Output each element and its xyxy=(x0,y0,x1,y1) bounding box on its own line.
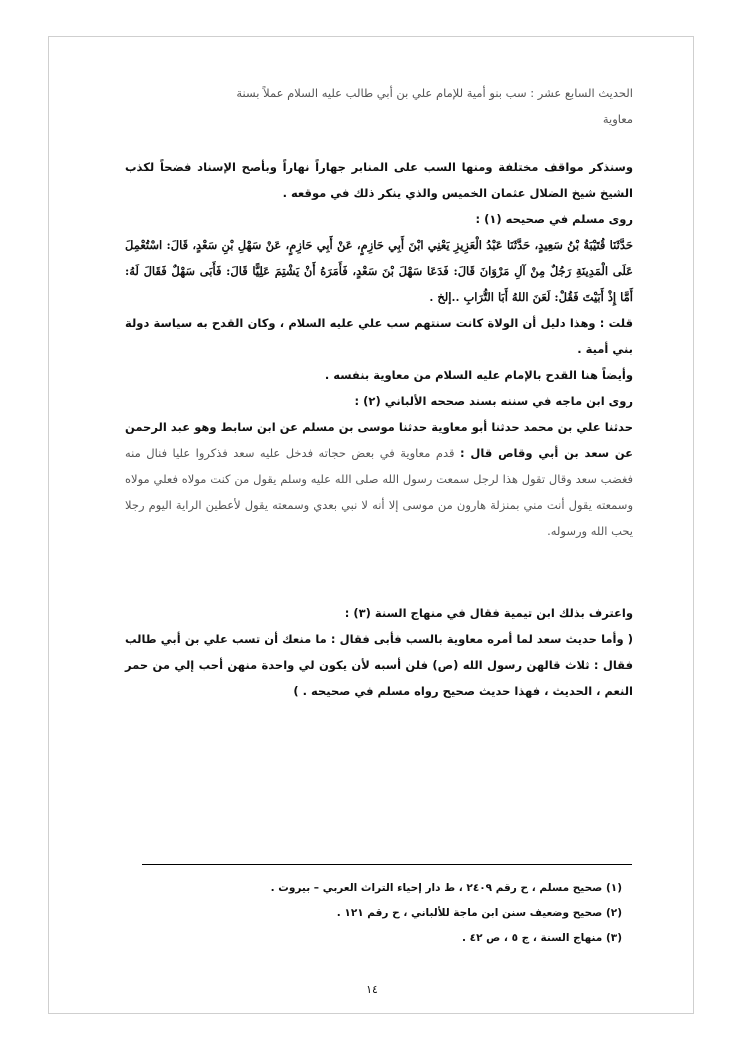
footnote-separator xyxy=(142,864,632,865)
ibnmajah-isnad: حدثنا علي بن محمد حدثنا أبو معاوية حدثنا موسى بن مسلم عن ابن سابط وهو عبد الرحمن عن سعد بن أبي وقاص قال : xyxy=(125,420,634,460)
ibnmajah-hadith xyxy=(125,414,633,544)
intro-paragraph: وسنذكر مواقف مختلفة ومنها السب على المنابر جهاراً نهاراً وبأصح الإسناد فضحاً لكذب الشيخ شيخ الضلال عثمان الخميس والذي ينكر ذلك في موقعه . xyxy=(125,160,633,200)
ibnmajah-matn: قدم معاوية في بعض حجاته فدخل عليه سعد فذكروا عليا فنال منه فغضب سعد وقال تقول هذا لرجل سمعت رسول الله صلى الله عليه وسلم يقول من كنت مولاه فعلي مولاه وسمعته يقول أنت مني بمنزلة هارون من موسى إلا أنه لا نبي بعدي وسمعته يقول لأعطين الراية اليوم رجلا يحب الله ورسوله. xyxy=(125,446,633,538)
footnotes xyxy=(142,876,622,951)
ibnmajah-heading: روى ابن ماجه في سننه بسند صححه الألباني (٢) : xyxy=(354,394,633,408)
ibntaymiyya-quote: ( وأما حديث سعد لما أمره معاوية بالسب فأبى فقال : ما منعك أن تسب علي بن أبي طالب فقال : ثلاث قالهن رسول الله (ص) فلن أسبه لأن يكون لي واحدة منهن أحب إلي من حمر النعم ، الحديث ، فهذا حديث صحيح رواه مسلم في صحيحه . ) xyxy=(125,632,633,698)
chapter-title xyxy=(125,80,633,132)
ibntaymiyya-heading: واعترف بذلك ابن تيمية فقال في منهاج السنة (٣) : xyxy=(344,606,633,620)
page-number: ١٤ xyxy=(366,983,378,996)
comment-paragraph-1: قلت : وهذا دليل أن الولاة كانت سنتهم سب علي عليه السلام ، وكان القدح به سياسة دولة بني أمية . xyxy=(125,316,633,356)
footnote-1: (١) صحيح مسلم ، ح رقم ٢٤٠٩ ، ط دار إحياء التراث العربي – بيروت . xyxy=(270,882,622,894)
muslim-heading: روى مسلم في صحيحه (١) : xyxy=(475,212,633,226)
footnote-3: (٣) منهاج السنة ، ج ٥ ، ص ٤٢ . xyxy=(462,932,622,944)
footnote-2: (٢) صحيح وضعيف سنن ابن ماجة للألباني ، ح رقم ١٢١ . xyxy=(336,907,622,919)
chapter-title-line2: معاوية xyxy=(602,112,633,126)
muslim-hadith: حَدَّثَنَا قُتَيْبَةُ بْنُ سَعِيدٍ، حَدَّثَنَا عَبْدُ الْعَزِيزِ يَعْنِي ابْنَ أَبِي حَازِمٍ، عَنْ أَبِي حَازِمٍ، عَنْ سَهْلِ بْنِ سَعْدٍ، قَالَ: اسْتُعْمِلَ عَلَى الْمَدِينَةِ رَجُلٌ مِنْ آلِ مَرْوَانَ قَالَ: فَدَعَا سَهْلَ بْنَ سَعْدٍ، فَأَمَرَهُ أَنْ يَشْتِمَ عَلِيًّا قَالَ: فَأَبَى سَهْلٌ فَقَالَ لَهُ: أَمَّا إِذْ أَبَيْتَ فَقُلْ: لَعَنَ اللهُ أَبَا التُّرَابِ ..إلخ . xyxy=(125,238,633,304)
document-body xyxy=(125,80,633,704)
chapter-title-line1: الحديث السابع عشر : سب بنو أمية للإمام علي بن أبي طالب عليه السلام عملاً بسنة xyxy=(236,86,633,100)
comment-paragraph-2: وأيضاً هنا القدح بالإمام عليه السلام من معاوية بنفسه . xyxy=(324,368,633,382)
